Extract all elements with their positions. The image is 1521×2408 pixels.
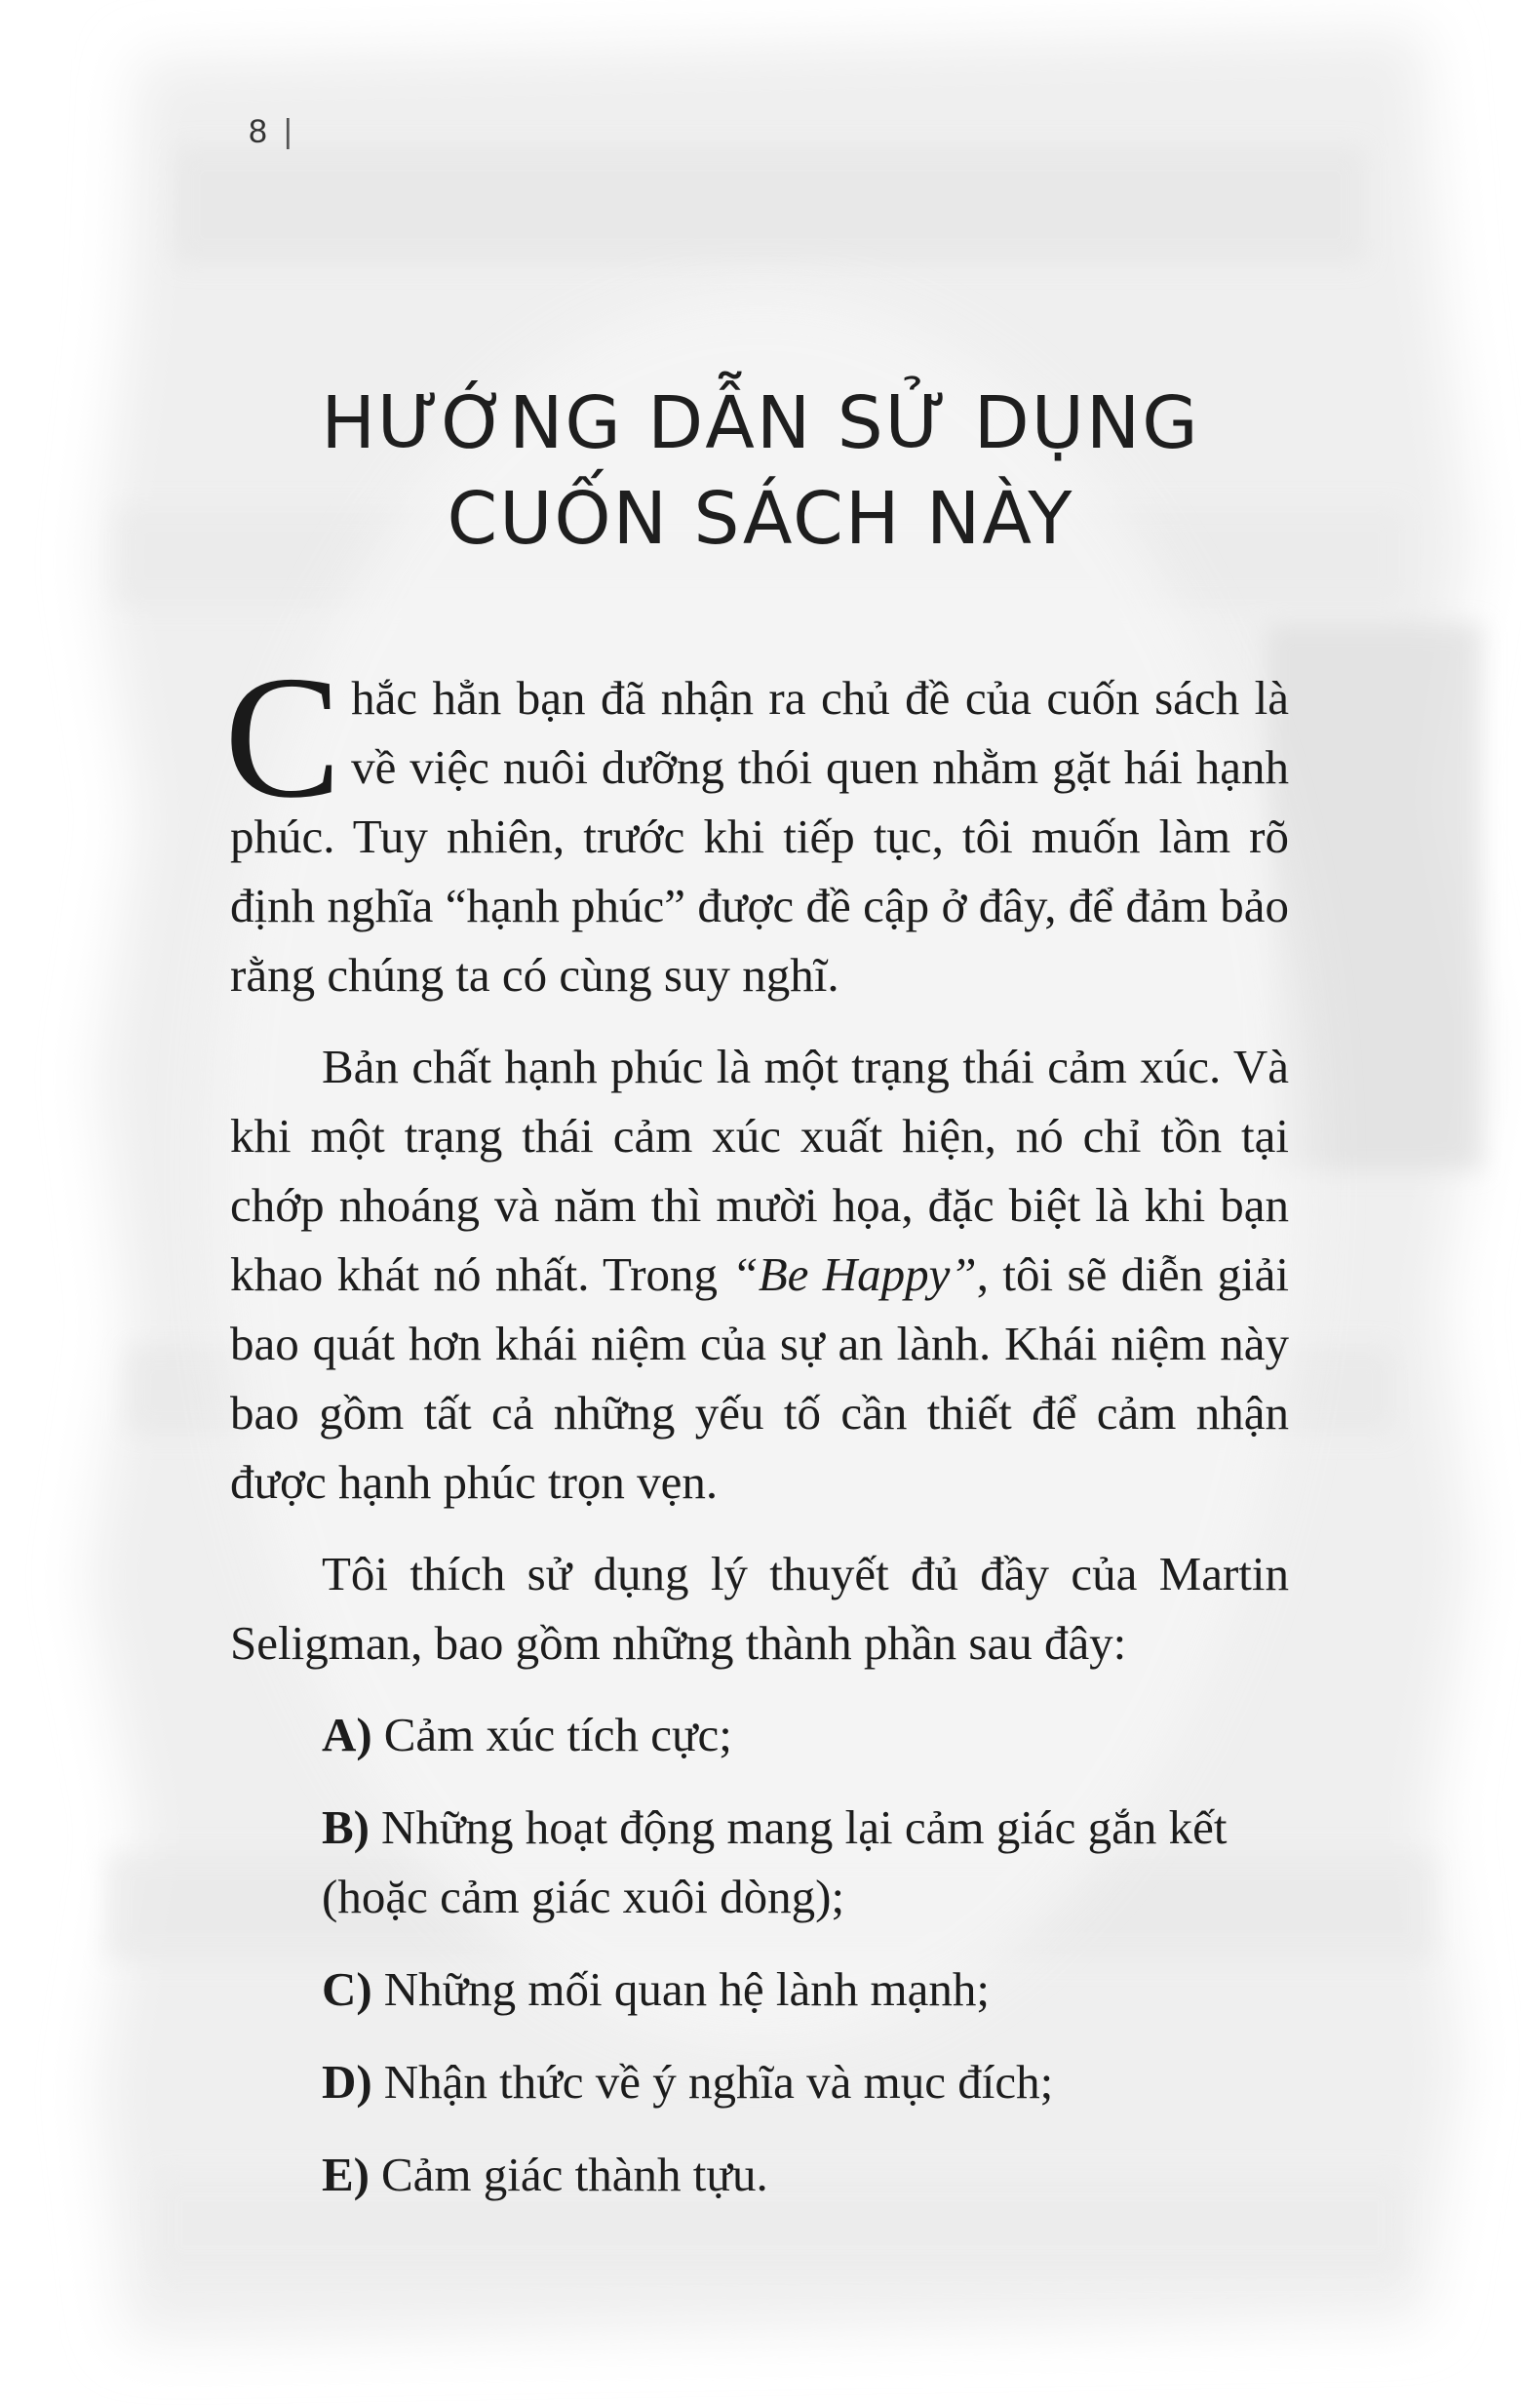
- list-item-text: Nhận thức về ý nghĩa và mục đích;: [383, 2055, 1054, 2109]
- list-marker: E): [322, 2148, 370, 2201]
- page-number: 8: [249, 113, 268, 150]
- list-item-text: Cảm xúc tích cực;: [383, 1708, 732, 1761]
- components-list: [230, 1700, 1289, 2209]
- list-item-text: Những mối quan hệ lành mạnh;: [383, 1962, 990, 2016]
- list-item-text: Cảm giác thành tựu.: [381, 2148, 768, 2201]
- list-item: [322, 1793, 1289, 1931]
- list-item: [322, 2140, 1289, 2209]
- drop-cap: C: [224, 640, 342, 834]
- list-item: [322, 1700, 1289, 1769]
- chapter-title-line-1: HƯỚNG DẪN SỬ DỤNG: [321, 381, 1200, 465]
- paragraph-1: [224, 640, 1289, 1009]
- list-marker: D): [322, 2055, 372, 2109]
- chapter-title: [176, 375, 1346, 567]
- paragraph-2-text-after: , tôi sẽ diễn giải bao quát hơn khái niệm của sự an lành. Khái niệm này bao gồm tất cả những yếu tố cần thiết để cảm nhận được hạnh phúc trọn vẹn.: [230, 1247, 1289, 1509]
- list-item: [322, 1954, 1289, 2024]
- page-header: [249, 113, 293, 151]
- header-separator: |: [283, 113, 293, 150]
- paragraph-3: Tôi thích sử dụng lý thuyết đủ đầy của Martin Seligman, bao gồm những thành phần sau đây:: [230, 1547, 1289, 1670]
- list-marker: B): [322, 1800, 370, 1854]
- paragraph-2-text-before: Bản chất hạnh phúc là một trạng thái cảm xúc. Và khi một trạng thái cảm xúc xuất hiện, nó chỉ tồn tại chớp nhoáng và năm thì mười họa, đặc biệt là khi bạn khao khát nó nhất. Trong: [230, 1040, 1289, 1301]
- paragraph-2: [230, 1032, 1289, 1517]
- chapter-title-line-2: CUỐN SÁCH NÀY: [447, 477, 1074, 561]
- list-marker: C): [322, 1962, 372, 2016]
- list-item-text: Những hoạt động mang lại cảm giác gắn kết (hoặc cảm giác xuôi dòng);: [322, 1800, 1228, 1923]
- list-item: [322, 2047, 1289, 2116]
- list-marker: A): [322, 1708, 372, 1761]
- book-title-italic: “Be Happy”: [731, 1247, 977, 1301]
- body-text: [224, 640, 1289, 2232]
- paragraph-1-text: hắc hẳn bạn đã nhận ra chủ đề của cuốn sách là về việc nuôi dưỡng thói quen nhằm gặt hái hạnh phúc. Tuy nhiên, trước khi tiếp tục, tôi muốn làm rõ định nghĩa “hạnh phúc” được đề cập ở đây, để đảm bảo rằng chúng ta có cùng suy nghĩ.: [230, 671, 1289, 1002]
